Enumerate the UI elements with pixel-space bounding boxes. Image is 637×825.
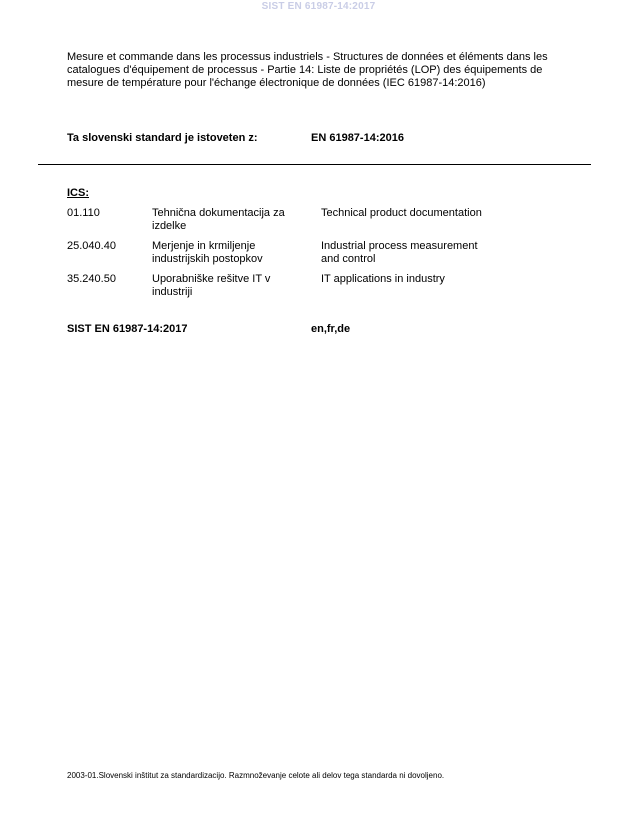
ics-heading: ICS:: [67, 187, 89, 199]
ics-description-slovenian: Merjenje in krmiljenje industrijskih postopkov: [152, 240, 263, 265]
standard-code: SIST EN 61987-14:2017: [67, 323, 188, 335]
ics-description-english: IT applications in industry: [321, 273, 445, 285]
ics-description-english: Industrial process measurement and control: [321, 240, 478, 265]
header-watermark: SIST EN 61987-14:2017: [261, 1, 376, 12]
divider-line: [38, 164, 591, 165]
ics-code: 25.040.40: [67, 240, 116, 252]
ics-code: 01.110: [67, 207, 100, 219]
standard-languages: en,fr,de: [311, 323, 351, 335]
footer-copyright: 2003-01.Slovenski inštitut za standardizacijo. Razmnoževanje celote ali delov tega standarda ni dovoljeno.: [67, 771, 445, 780]
ics-code: 35.240.50: [67, 273, 116, 285]
document-title-french: Mesure et commande dans les processus industriels - Structures de données et éléments dans les catalogues d'équipement de processus - Partie 14: Liste de propriétés (LOP) des équipements de mesure de température pour l'échange électronique de données (IEC 61987-14:2016): [67, 51, 548, 89]
identity-reference: EN 61987-14:2016: [311, 132, 404, 144]
identity-label: Ta slovenski standard je istoveten z:: [67, 132, 258, 144]
ics-description-slovenian: Uporabniške rešitve IT v industriji: [152, 273, 271, 298]
ics-description-slovenian: Tehnična dokumentacija za izdelke: [152, 207, 285, 232]
ics-description-english: Technical product documentation: [321, 207, 482, 219]
